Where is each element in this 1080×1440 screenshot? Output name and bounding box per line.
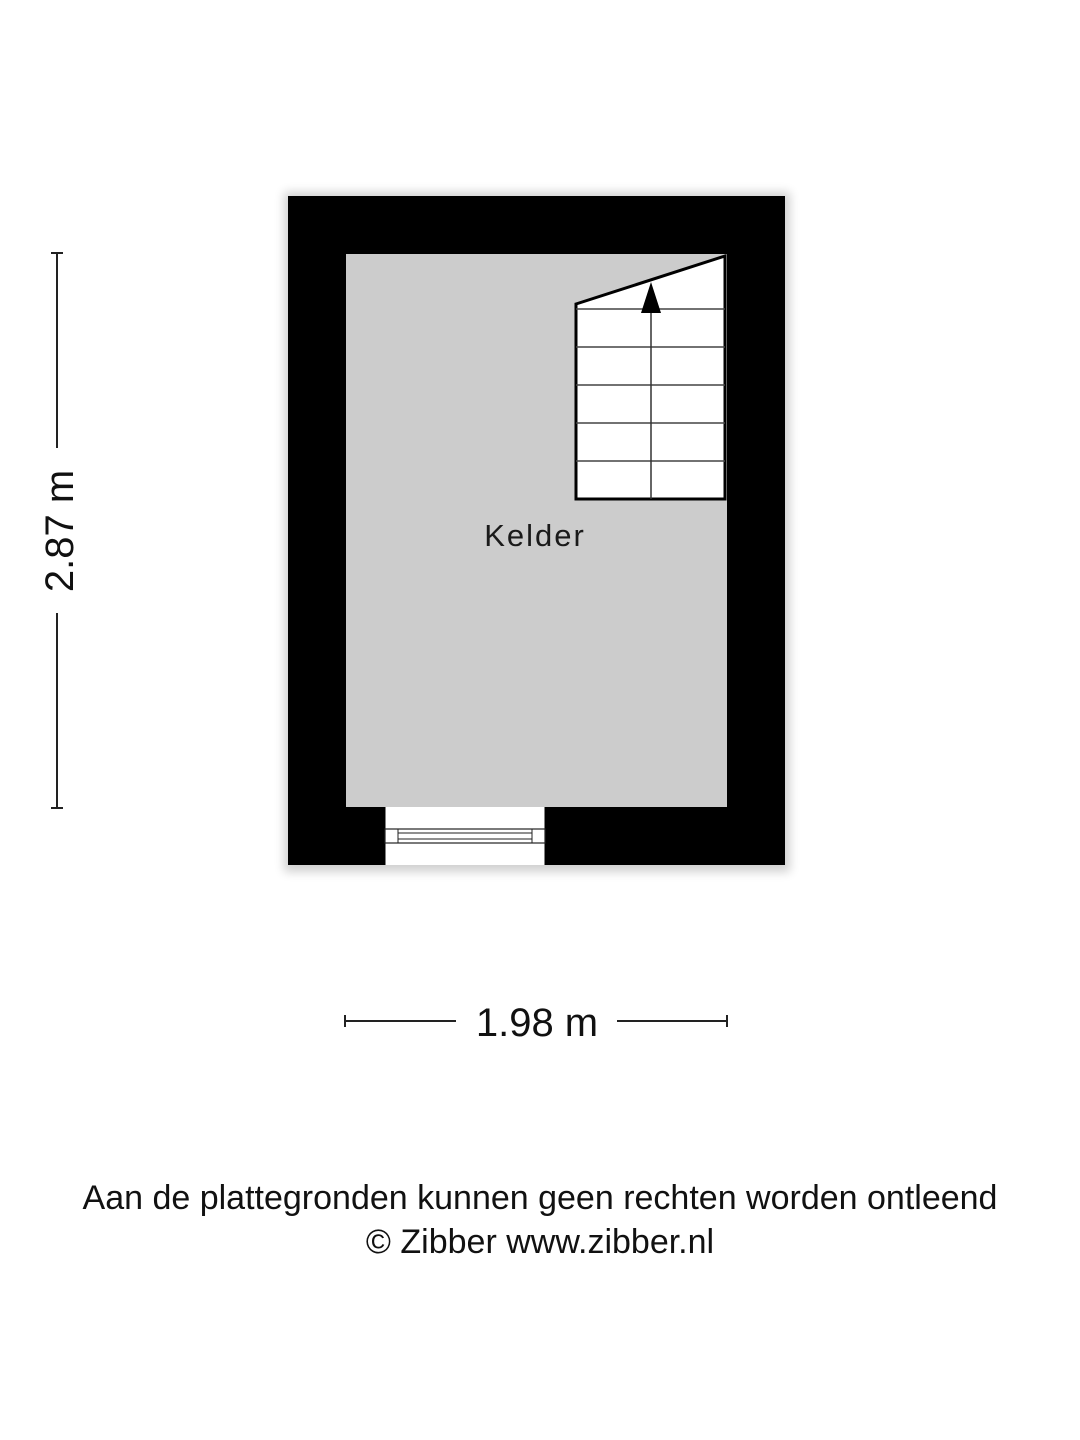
height-dimension-label: 2.87 m <box>38 469 82 593</box>
width-dimension-label: 1.98 m <box>475 1001 599 1045</box>
window-icon <box>385 807 545 865</box>
room-label: Kelder <box>484 518 586 553</box>
window-frame <box>385 829 545 843</box>
disclaimer-text: Aan de plattegronden kunnen geen rechten worden ontleend <box>82 1179 998 1217</box>
copyright-text: © Zibber www.zibber.nl <box>365 1223 715 1261</box>
